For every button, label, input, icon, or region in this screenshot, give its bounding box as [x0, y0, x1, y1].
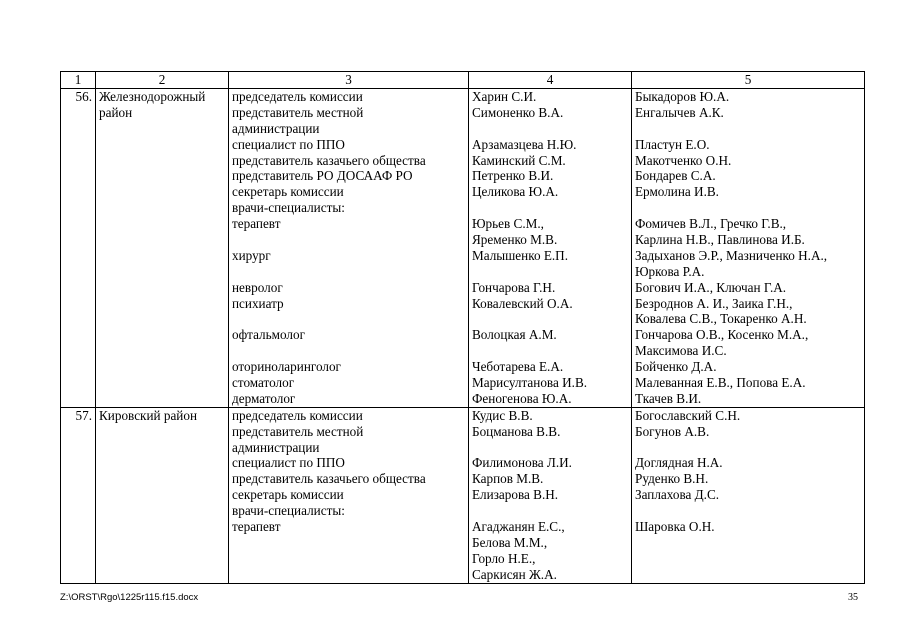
district-name — [96, 89, 229, 408]
member-cell-line: Елизарова В.Н. — [472, 487, 559, 503]
reserve-cell-line: Безроднов А. И., Заика Г.Н., — [635, 295, 793, 311]
member-cell-line — [472, 343, 628, 359]
reserve-cell-line: Максимова И.С. — [635, 343, 727, 359]
reserve-cell-line: Быкадоров Ю.А. — [635, 89, 730, 104]
member-cell-line: Агаджанян Е.С., — [472, 519, 565, 535]
member-cell-line: Чеботарева Е.А. — [472, 359, 564, 375]
reserve-cell-line — [635, 440, 861, 456]
role-cell-line — [232, 535, 465, 551]
reserve-cell-line: Гончарова О.В., Косенко М.А., — [635, 327, 809, 343]
member-cell-line: Волоцкая А.М. — [472, 327, 557, 343]
member-cell-line: Харин С.И. — [472, 89, 537, 104]
header-col-4: 4 — [469, 72, 632, 89]
reserve-cell-line: Карлина Н.В., Павлинова И.Б. — [635, 232, 805, 248]
header-col-2: 2 — [96, 72, 229, 89]
member-cell-line: Арзамазцева Н.Ю. — [472, 136, 577, 152]
role-cell-line: дерматолог — [232, 390, 296, 406]
role-cell-line: терапевт — [232, 216, 281, 232]
reserve-cell-line — [635, 503, 861, 519]
reserve-cell-line: Ткачев В.И. — [635, 390, 702, 406]
member-cell-line: Белова М.М., — [472, 534, 548, 550]
role-cell-line: представитель местной — [232, 104, 364, 120]
reserve-cell — [632, 407, 865, 583]
member-cell — [469, 89, 632, 408]
role-cell-line — [232, 264, 465, 280]
reserve-cell-line: Руденко В.Н. — [635, 471, 709, 487]
role-cell-line: хирург — [232, 247, 271, 263]
member-cell-line: Марисултанова И.В. — [472, 375, 588, 391]
role-cell-line: специалист по ППО — [232, 455, 345, 471]
district-name-line: Железнодорожный — [99, 89, 206, 104]
reserve-cell-line: Ковалева С.В., Токаренко А.Н. — [635, 311, 807, 327]
role-cell-line: председатель комиссии — [232, 89, 363, 104]
role-cell-line: представитель казачьего общества — [232, 152, 426, 168]
member-cell-line: Карпов М.В. — [472, 471, 544, 487]
role-cell-line: представитель РО ДОСААФ РО — [232, 168, 413, 184]
member-cell-line: Малышенко Е.П. — [472, 247, 569, 263]
role-cell-line: секретарь комиссии — [232, 487, 344, 503]
footer-page-number: 35 — [848, 592, 858, 603]
reserve-cell-line: Заплахова Д.С. — [635, 487, 720, 503]
table-row — [61, 407, 865, 583]
role-cell-line: оториноларинголог — [232, 359, 341, 375]
header-col-1: 1 — [61, 72, 96, 89]
member-cell-line: Каминский С.М. — [472, 152, 566, 168]
member-cell-line: Саркисян Ж.А. — [472, 566, 557, 582]
header-col-3: 3 — [229, 72, 469, 89]
role-cell-line: секретарь комиссии — [232, 184, 344, 200]
member-cell-line: Филимонова Л.И. — [472, 455, 572, 471]
member-cell-line: Целикова Ю.А. — [472, 184, 559, 200]
row-number: 57. — [61, 407, 96, 583]
role-cell-line — [232, 343, 465, 359]
role-cell-line — [232, 311, 465, 327]
member-cell-line: Ковалевский О.А. — [472, 295, 573, 311]
role-cell — [229, 407, 469, 583]
member-cell-line — [472, 440, 628, 456]
district-name — [96, 407, 229, 583]
member-cell — [469, 407, 632, 583]
member-cell-line: Симоненко В.А. — [472, 104, 564, 120]
table-header-row — [61, 72, 865, 89]
role-cell-line: стоматолог — [232, 375, 295, 391]
reserve-cell-line: Фомичев В.Л., Гречко Г.В., — [635, 216, 787, 232]
member-cell-line: Феногенова Ю.А. — [472, 390, 572, 406]
table-row — [61, 89, 865, 408]
row-number: 56. — [61, 89, 96, 408]
role-cell-line: председатель комиссии — [232, 407, 363, 423]
member-cell-line — [472, 503, 628, 519]
member-cell-line: Петренко В.И. — [472, 168, 554, 184]
reserve-cell-line: Малеванная Е.В., Попова Е.А. — [635, 375, 806, 391]
footer-file-path: Z:\ORST\Rgo\1225r115.f15.docx — [60, 592, 199, 603]
reserve-cell-line: Ермолина И.В. — [635, 184, 719, 200]
reserve-cell-line — [635, 551, 861, 567]
role-cell-line: невролог — [232, 279, 283, 295]
member-cell-line: Горло Н.Е., — [472, 550, 536, 566]
role-cell-line: офтальмолог — [232, 327, 305, 343]
reserve-cell-line: Доглядная Н.А. — [635, 455, 723, 471]
member-cell-line — [472, 311, 628, 327]
member-cell-line — [472, 264, 628, 280]
reserve-cell-line: Пластун Е.О. — [635, 136, 710, 152]
role-cell-line: терапевт — [232, 519, 281, 535]
role-cell-line: психиатр — [232, 295, 284, 311]
commission-table — [60, 71, 865, 584]
district-name-line: район — [99, 104, 133, 120]
reserve-cell-line — [635, 535, 861, 551]
reserve-cell-line: Макотченко О.Н. — [635, 152, 732, 168]
role-cell-line: представитель казачьего общества — [232, 471, 426, 487]
role-cell-line: администрации — [232, 120, 320, 136]
role-cell — [229, 89, 469, 408]
role-cell-line: администрации — [232, 439, 320, 455]
reserve-cell-line: Богунов А.В. — [635, 423, 710, 439]
reserve-cell-line: Бойченко Д.А. — [635, 359, 717, 375]
role-cell-line: врачи-специалисты: — [232, 503, 345, 519]
member-cell-line: Кудис В.В. — [472, 407, 533, 423]
reserve-cell-line: Юркова Р.А. — [635, 263, 705, 279]
role-cell-line — [232, 551, 465, 567]
reserve-cell-line: Енгалычев А.К. — [635, 104, 724, 120]
role-cell-line: врачи-специалисты: — [232, 200, 345, 216]
role-cell-line: представитель местной — [232, 423, 364, 439]
header-col-5: 5 — [632, 72, 865, 89]
member-cell-line: Боцманова В.В. — [472, 423, 561, 439]
reserve-cell-line — [635, 200, 861, 216]
member-cell-line: Юрьев С.М., — [472, 216, 544, 232]
role-cell-line — [232, 232, 465, 248]
reserve-cell-line — [635, 121, 861, 137]
district-name-line: Кировский район — [99, 407, 198, 423]
member-cell-line — [472, 200, 628, 216]
reserve-cell-line — [635, 567, 861, 583]
reserve-cell-line: Шаровка О.Н. — [635, 519, 715, 535]
reserve-cell-line: Бондарев С.А. — [635, 168, 716, 184]
reserve-cell-line: Богославский С.Н. — [635, 407, 741, 423]
reserve-cell-line: Задыханов Э.Р., Мазниченко Н.А., — [635, 247, 828, 263]
member-cell-line: Гончарова Г.Н. — [472, 279, 556, 295]
reserve-cell-line: Богович И.А., Ключан Г.А. — [635, 279, 787, 295]
member-cell-line — [472, 121, 628, 137]
member-cell-line: Яременко М.В. — [472, 232, 558, 248]
role-cell-line: специалист по ППО — [232, 136, 345, 152]
reserve-cell — [632, 89, 865, 408]
role-cell-line — [232, 567, 465, 583]
